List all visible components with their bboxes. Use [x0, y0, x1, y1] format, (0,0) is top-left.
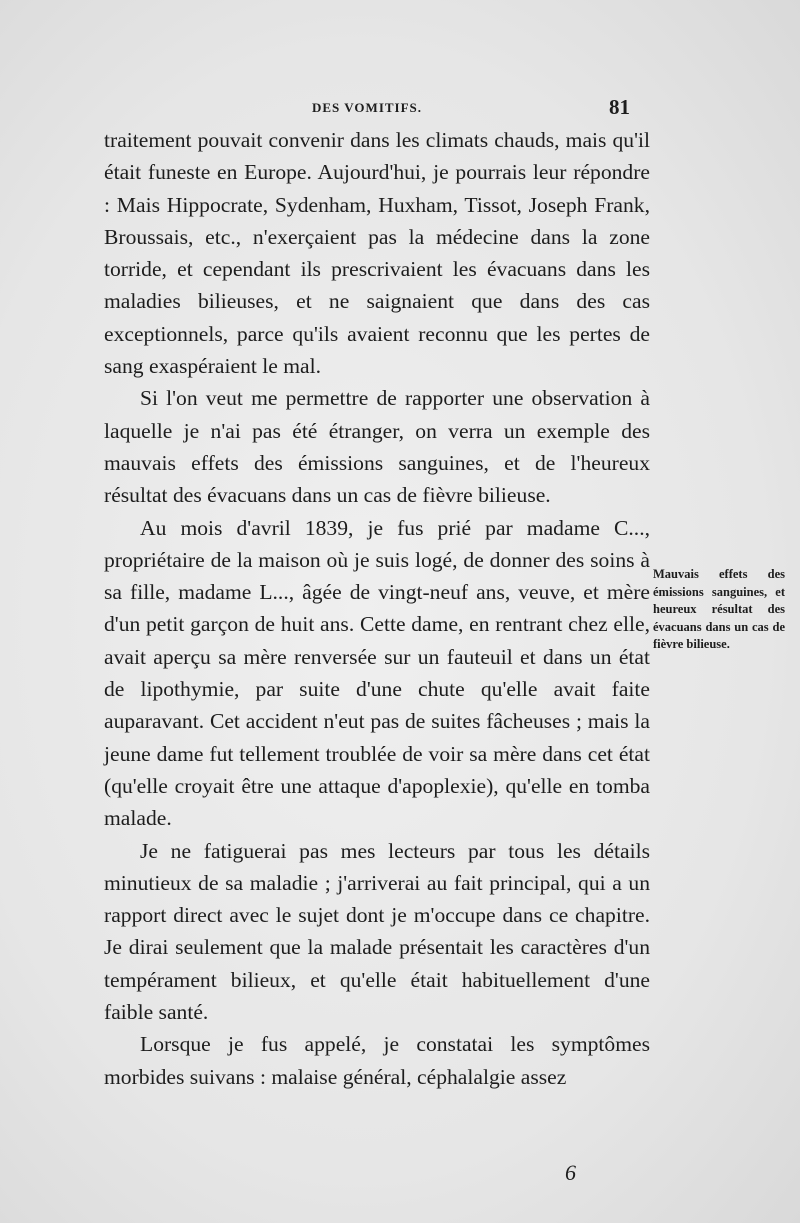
- page-header: [312, 95, 630, 124]
- paragraph-2: Si l'on veut me permettre de rapporter une observation à laquelle je n'ai pas été étranger, on verra un exemple des mauvais effets des émissions sanguines, et de l'heureux résultat des évacuans dans un cas de fièvre bilieuse.: [104, 386, 650, 508]
- page-number: 81: [609, 95, 630, 119]
- running-title: DES VOMITIFS.: [312, 100, 423, 115]
- margin-note: Mauvais effets des émissions sanguines, et heureux résultat des évacuans dans un cas de fièvre bilieuse.: [653, 567, 785, 652]
- paragraph-3: Au mois d'avril 1839, je fus prié par madame C..., propriétaire de la maison où je suis logé, de donner des soins à sa fille, madame L..., âgée de vingt-neuf ans, veuve, et mère d'un petit garçon de huit ans. Cette dame, en rentrant chez elle, avait aperçu sa mère renversée sur un fauteuil et dans un état de lipothymie, par suite d'une chute qu'elle avait faite auparavant. Cet accident n'eut pas de suites fâcheuses ; mais la jeune dame fut tellement troublée de voir sa mère dans cet état (qu'elle croyait être une attaque d'apoplexie), qu'elle en tomba malade.: [104, 515, 650, 831]
- paragraph-5: Lorsque je fus appelé, je constatai les symptômes morbides suivans : malaise général, céphalalgie assez: [104, 1032, 650, 1089]
- body-text: [104, 124, 650, 1093]
- paragraph-1: traitement pouvait convenir dans les climats chauds, mais qu'il était funeste en Europe. Aujourd'hui, je pourrais leur répondre : Mais Hippocrate, Sydenham, Huxham, Tissot, Joseph Frank, Broussais, etc., n'exerçaient pas la médecine dans la zone torride, et cependant ils prescrivaient les évacuans dans les maladies bilieuses, et ne saignaient que dans des cas exceptionnels, parce qu'ils avaient reconnu que les pertes de sang exaspéraient le mal.: [104, 128, 650, 379]
- signature-mark: 6: [565, 1160, 576, 1185]
- paragraph-4: Je ne fatiguerai pas mes lecteurs par tous les détails minutieux de sa maladie ; j'arriverai au fait principal, qui a un rapport direct avec le sujet dont je m'occupe dans ce chapitre. Je dirai seulement que la malade présentait les caractères d'un tempérament bilieux, et qu'elle était habituellement d'une faible santé.: [104, 838, 650, 1025]
